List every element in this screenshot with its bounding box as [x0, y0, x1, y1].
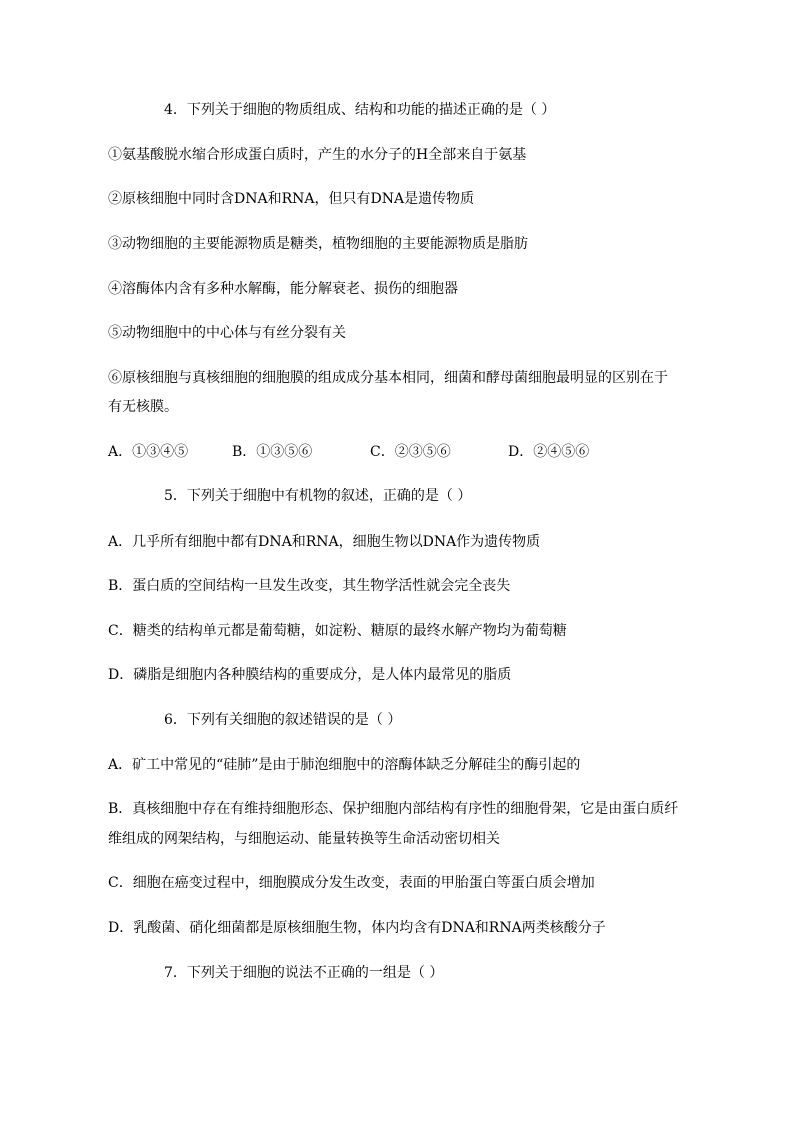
question-4-statement-4: ④溶酶体内含有多种水解酶，能分解衰老、损伤的细胞器: [108, 281, 458, 297]
question-4-option-b: B．①③⑤⑥: [232, 444, 313, 460]
question-5-option-b: B．蛋白质的空间结构一旦发生改变，其生物学活性就会完全丧失: [108, 578, 511, 594]
question-5-option-a: A．几乎所有细胞中都有DNA和RNA，细胞生物以DNA作为遗传物质: [108, 534, 541, 550]
question-4-title: 4．下列关于细胞的物质组成、结构和功能的描述正确的是（ ）: [164, 102, 556, 118]
question-4-statement-3: ③动物细胞的主要能源物质是糖类，植物细胞的主要能源物质是脂肪: [108, 236, 528, 252]
question-4-statement-6-continued: 有无核膜。: [108, 399, 178, 415]
question-4-option-a: A．①③④⑤: [108, 444, 189, 460]
question-4-statement-1: ①氨基酸脱水缩合形成蛋白质时，产生的水分子的H全部来自于氨基: [108, 147, 527, 163]
question-4-statement-5: ⑤动物细胞中的中心体与有丝分裂有关: [108, 325, 346, 341]
question-4-statement-2: ②原核细胞中同时含DNA和RNA，但只有DNA是遗传物质: [108, 191, 475, 207]
question-7-title: 7．下列关于细胞的说法不正确的一组是（ ）: [164, 965, 444, 981]
question-6-option-a: A．矿工中常见的“硅肺”是由于肺泡细胞中的溶酶体缺乏分解硅尘的酶引起的: [108, 757, 581, 773]
question-4-statement-6: ⑥原核细胞与真核细胞的细胞膜的组成成分基本相同，细菌和酵母菌细胞最明显的区别在于: [108, 370, 668, 386]
question-4-option-c: C．②③⑤⑥: [370, 444, 451, 460]
question-6-title: 6．下列有关细胞的叙述错误的是（ ）: [164, 712, 402, 728]
question-5-option-c: C．糖类的结构单元都是葡萄糖，如淀粉、糖原的最终水解产物均为葡萄糖: [108, 623, 567, 639]
question-6-option-c: C．细胞在癌变过程中，细胞膜成分发生改变，表面的甲胎蛋白等蛋白质会增加: [108, 875, 595, 891]
question-4-option-d: D．②④⑤⑥: [508, 444, 590, 460]
question-6-option-b-continued: 维组成的网架结构，与细胞运动、能量转换等生命活动密切相关: [108, 831, 500, 847]
question-5-title: 5．下列关于细胞中有机物的叙述，正确的是（ ）: [164, 488, 472, 504]
question-6-option-b: B．真核细胞中存在有维持细胞形态、保护细胞内部结构有序性的细胞骨架，它是由蛋白质纤: [108, 801, 679, 817]
question-6-option-d: D．乳酸菌、硝化细菌都是原核细胞生物，体内均含有DNA和RNA两类核酸分子: [108, 920, 606, 936]
question-5-option-d: D．磷脂是细胞内各种膜结构的重要成分，是人体内最常见的脂质: [108, 667, 512, 683]
